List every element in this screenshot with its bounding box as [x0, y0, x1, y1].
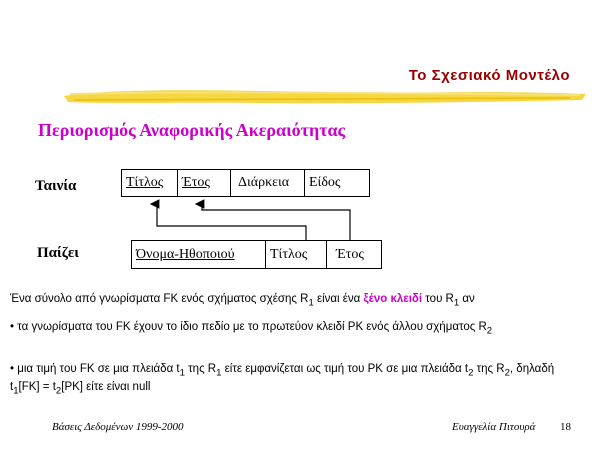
attribute-movie-genre: Είδος [309, 175, 341, 190]
footer-author: Ευαγγελία Πιτουρά [452, 421, 536, 433]
definition-bullet-2: • μια τιμή του FK σε μια πλειάδα $t_1$ της $R_1$ είτε εμφανίζεται ως τιμή του PK σε μια πλειάδα $t_2$ της $R_2$, δηλαδή $t_1[FK] = t_2[PK]$ είτε είναι null [10, 363, 555, 397]
slide-header-title: Το Σχεσιακό Μοντέλο [408, 67, 570, 84]
definition-intro: Ένα σύνολο από γνωρίσματα FK ενός σχήματος σχέσης $R_1$ είναι ένα ξένο κλειδί του $R_1$ αν [10, 293, 475, 309]
footer-page-number: 18 [560, 421, 571, 433]
footer-course: Βάσεις Δεδομένων 1999-2000 [52, 421, 184, 433]
attribute-movie-year: Έτος [182, 175, 210, 190]
foreign-key-term: ξένο κλειδί [363, 293, 423, 305]
attribute-movie-duration: Διάρκεια [238, 175, 290, 190]
slide-subtitle: Περιορισμός Αναφορικής Ακεραιότητας [38, 120, 346, 140]
attribute-plays-year: Έτος [336, 246, 364, 262]
fk-arrow-year [202, 204, 350, 240]
attribute-plays-title: Τίτλος [270, 246, 308, 262]
definition-bullet-1: • τα γνωρίσματα του FK έχουν το ίδιο πεδίο με το πρωτεύον κλειδί PK ενός άλλου σχήματος $R_2$ [10, 321, 493, 337]
attribute-plays-actor-name: Όνομα-Ηθοποιού [136, 246, 235, 262]
relation-name-movie: Ταινία [35, 178, 77, 194]
relation-name-plays: Παίζει [37, 245, 79, 261]
attribute-movie-title: Τίτλος [126, 175, 164, 190]
